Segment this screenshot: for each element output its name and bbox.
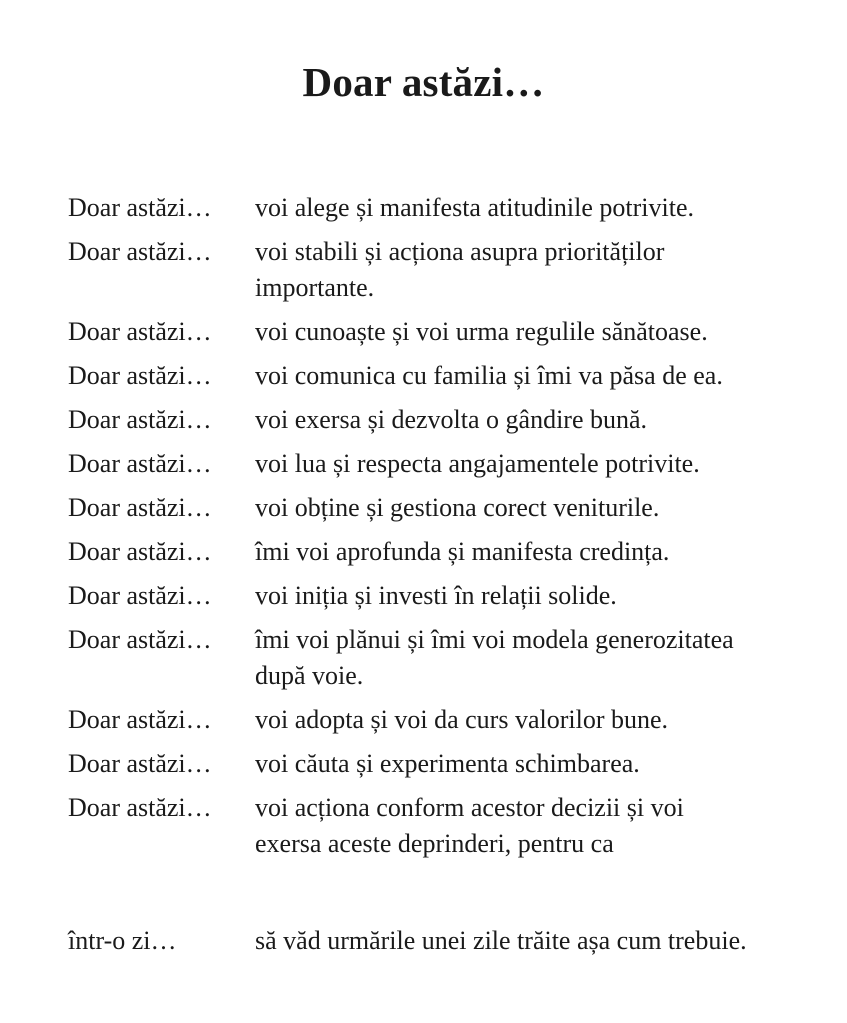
list-item-label: Doar astăzi… [68,625,212,654]
list-item-text [255,190,808,226]
list-item-label: Doar astăzi… [68,193,212,222]
list-item-label: Doar astăzi… [68,237,212,266]
list-item [68,578,808,614]
list-item-text [255,578,808,614]
list-item [68,746,808,782]
list-item [68,190,808,226]
list-item [68,534,808,570]
list-item-line: voi acționa conform acestor decizii și voi [255,793,684,822]
list-item-line: voi exersa și dezvolta o gândire bună. [255,405,648,434]
list-item-label: Doar astăzi… [68,705,212,734]
list-item-line: după voie. [255,661,364,690]
list-item-label: Doar astăzi… [68,317,212,346]
list-item-text [255,234,808,306]
list-item [68,402,808,438]
page-title: Doar astăzi… [302,59,545,105]
list-item-label: Doar astăzi… [68,749,212,778]
closing-text: să văd urmările unei zile trăite așa cum trebuie. [255,926,747,955]
list-item-line: voi adopta și voi da curs valorilor bune. [255,705,669,734]
list-item [68,790,808,862]
list-item-label: Doar astăzi… [68,493,212,522]
list-item-text [255,790,808,862]
list-item-line: voi alege și manifesta atitudinile potrivite. [255,193,694,222]
list-item [68,702,808,738]
closing-line [68,923,808,959]
list-item-line: voi cunoaște și voi urma regulile sănătoase. [255,317,708,346]
list-item-text [255,622,808,694]
list-item-line: voi căuta și experimenta schimbarea. [255,749,640,778]
list-item-label: Doar astăzi… [68,581,212,610]
list-item-line: voi lua și respecta angajamentele potrivite. [255,449,700,478]
list-item-text [255,746,808,782]
list-item-line: voi stabili și acționa asupra priorităților [255,237,665,266]
list-item-line: importante. [255,273,375,302]
list-item-text [255,702,808,738]
list-item-line: îmi voi aprofunda și manifesta credința. [255,537,670,566]
closing-label: într-o zi… [68,926,177,955]
list-item [68,622,808,694]
list-item-label: Doar astăzi… [68,449,212,478]
list-item-label: Doar astăzi… [68,537,212,566]
list-item-line: voi comunica cu familia și îmi va păsa de ea. [255,361,723,390]
list-item [68,358,808,394]
list-item-label: Doar astăzi… [68,361,212,390]
list-item-text [255,490,808,526]
list-item [68,314,808,350]
list-item-text [255,358,808,394]
list-item [68,490,808,526]
list-item-line: voi obține și gestiona corect veniturile. [255,493,660,522]
list-item-text [255,314,808,350]
list-item-line: exersa aceste deprinderi, pentru ca [255,829,614,858]
list-item-label: Doar astăzi… [68,405,212,434]
list-item-line: îmi voi plănui și îmi voi modela generozitatea [255,625,734,654]
list-item [68,234,808,306]
list-item-label: Doar astăzi… [68,793,212,822]
resolutions-list [68,190,808,870]
list-item-text [255,402,808,438]
list-item-text [255,446,808,482]
list-item-text [255,534,808,570]
list-item-line: voi iniția și investi în relații solide. [255,581,617,610]
list-item [68,446,808,482]
